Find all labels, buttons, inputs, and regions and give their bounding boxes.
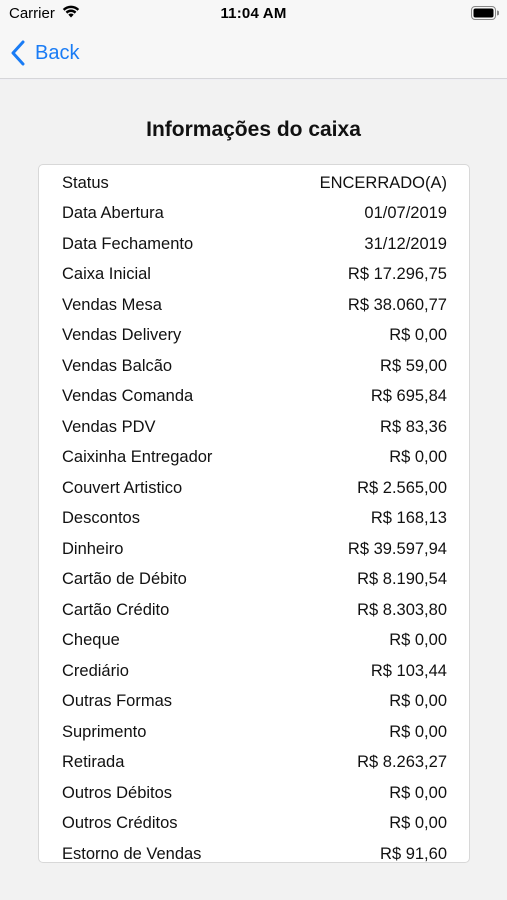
info-row [39,473,470,504]
info-row-value: R$ 0,00 [389,326,447,345]
page-title: Informações do caixa [146,118,361,141]
info-row-value: R$ 2.565,00 [357,478,447,497]
info-row-label: Outras Formas [62,692,173,711]
info-row-value: R$ 83,36 [380,417,447,436]
info-row-value: R$ 8.263,27 [357,753,447,772]
info-row [39,717,470,748]
info-row-value: R$ 0,00 [389,631,447,650]
info-row [39,229,470,260]
info-row-value: ENCERRADO(A) [319,173,447,192]
info-row-value: 01/07/2019 [364,204,447,223]
info-row-value: R$ 695,84 [370,387,447,406]
navigation-bar [0,28,507,79]
status-bar [0,0,507,28]
info-row-label: Data Abertura [62,204,164,223]
info-row-label: Status [62,173,109,192]
info-row [39,565,470,596]
info-row-label: Vendas Delivery [62,326,182,345]
info-row-value: R$ 0,00 [389,448,447,467]
info-row [39,290,470,321]
info-row [39,199,470,230]
content-area [0,80,507,900]
info-row-label: Caixinha Entregador [62,448,213,467]
info-row-value: 31/12/2019 [364,234,447,253]
info-row [39,321,470,352]
info-row-label: Cartão de Débito [62,570,187,589]
info-row-label: Vendas Balcão [62,356,173,375]
info-row [39,443,470,474]
info-row-label: Descontos [62,509,140,528]
info-row [39,748,470,779]
info-row-label: Vendas Comanda [62,387,194,406]
info-row-value: R$ 0,00 [389,692,447,711]
info-row-value: R$ 0,00 [389,814,447,833]
info-row [39,626,470,657]
info-row [39,778,470,809]
info-row-value: R$ 0,00 [389,783,447,802]
info-row [39,809,470,840]
battery-icon [471,6,499,20]
info-row-value: R$ 8.303,80 [357,600,447,619]
info-row [39,351,470,382]
info-row-label: Crediário [62,661,129,680]
info-row [39,260,470,291]
info-row-label: Vendas Mesa [62,295,162,314]
info-row-label: Suprimento [62,722,147,741]
info-row [39,412,470,443]
info-row [39,504,470,535]
info-row [39,382,470,413]
info-row [39,839,470,863]
info-row-label: Caixa Inicial [62,265,151,284]
info-row-value: R$ 39.597,94 [347,539,447,558]
info-row-label: Data Fechamento [62,234,194,253]
info-row-label: Retirada [62,753,125,772]
info-row-label: Estorno de Vendas [62,844,202,863]
carrier-label: Carrier [9,5,55,22]
info-row-label: Couvert Artistico [62,478,183,497]
info-row [39,534,470,565]
chevron-left-icon [10,40,26,66]
info-row-label: Outros Débitos [62,783,173,802]
info-row-label: Cheque [62,631,120,650]
status-time: 11:04 AM [220,5,287,22]
info-row-value: R$ 0,00 [389,722,447,741]
info-row-value: R$ 38.060,77 [347,295,447,314]
info-row-value: R$ 103,44 [370,661,447,680]
info-row [39,168,470,199]
info-row-value: R$ 17.296,75 [347,265,447,284]
info-row-label: Outros Créditos [62,814,178,833]
info-row-label: Vendas PDV [62,417,156,436]
info-row-label: Cartão Crédito [62,600,170,619]
info-row [39,656,470,687]
info-row-value: R$ 8.190,54 [357,570,447,589]
back-button-label: Back [35,41,80,64]
info-row-label: Dinheiro [62,539,124,558]
back-button[interactable] [10,38,79,68]
info-row-value: R$ 168,13 [370,509,447,528]
info-row-value: R$ 91,60 [380,844,447,863]
info-row [39,687,470,718]
info-row [39,595,470,626]
info-row-value: R$ 59,00 [380,356,447,375]
cash-register-info-table [38,164,470,863]
